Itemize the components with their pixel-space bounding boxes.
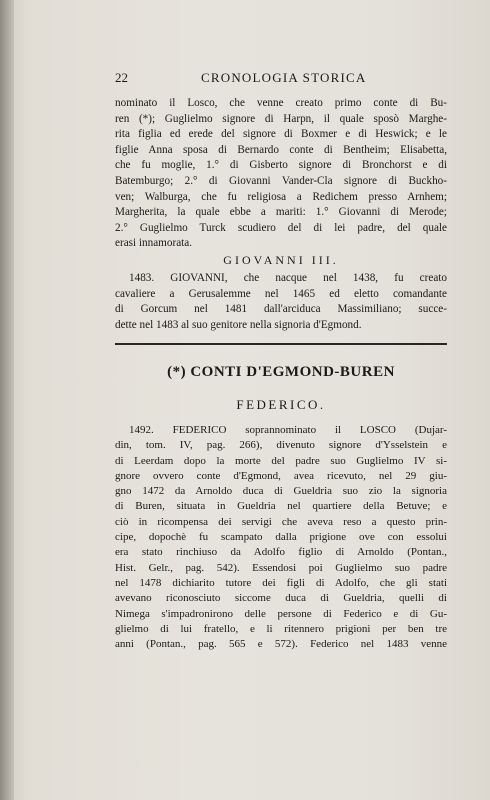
paragraph-family xyxy=(115,96,447,252)
text-line: rita figlia ed erede del signore di Boxmer e di Heswick; e le xyxy=(115,128,447,141)
text-line: erasi innamorata. xyxy=(115,237,193,250)
paragraph-federico xyxy=(115,423,447,652)
text-line: Batemburgo; 2.° di Giovanni Vander-Cla signore di Buckho- xyxy=(115,174,447,187)
text-line: Hist. Gelr., pag. 542). Essendosi poi Guglielmo suo padre xyxy=(115,561,447,574)
text-line: che fu moglie, 1.° di Gisberto signore di Bronchorst e di xyxy=(115,159,447,172)
text-line: 1492. FEDERICO soprannominato il LOSCO (Dujar- xyxy=(129,424,447,436)
page-number: 22 xyxy=(115,70,128,85)
footnote-divider xyxy=(115,343,447,345)
text-line: cipe, dopochè fu scampato dalla prigione ove con essolui xyxy=(115,531,447,544)
running-title: CRONOLOGIA STORICA xyxy=(201,70,367,85)
text-line: anni (Pontan., pag. 565 e 572). Federico nel 1483 venne xyxy=(115,638,447,651)
page-header xyxy=(115,70,447,86)
text-line: 1483. GIOVANNI, che nacque nel 1438, fu creato xyxy=(129,272,447,284)
text-line: din, tom. IV, pag. 266), divenuto signore d'Ysselstein e xyxy=(115,439,447,452)
text-line: ven; Walburga, che fu religiosa a Redichem presso Arnhem; xyxy=(115,190,447,203)
text-line: dette nel 1483 al suo genitore nella signoria d'Egmond. xyxy=(115,318,362,331)
paragraph-giovanni xyxy=(115,271,447,333)
chapter-subtitle: FEDERICO. xyxy=(236,397,326,412)
text-line: figlie Anna sposa di Bernardo conte di Bentheim; Elisabetta, xyxy=(115,143,447,156)
text-line: di Leerdam dopo la morte del padre suo Guglielmo IV si- xyxy=(115,454,447,467)
text-line: ren (*); Guglielmo signore di Harpn, il quale sposò Marghe- xyxy=(115,112,447,125)
text-line: nominato il Losco, che venne creato primo conte di Bu- xyxy=(115,97,447,109)
text-line: nel 1478 dichiarito tutore dei figli di Adolfo, che gli stati xyxy=(115,576,447,589)
text-line: Nimega s'impadronirono delle persone di Federico e di Gu- xyxy=(115,607,447,620)
text-line: di Gorcum nel 1481 dall'arciduca Massimiliano; succe- xyxy=(115,303,447,316)
text-line: era stato rinchiuso da Adolfo figlio di Arnoldo (Pontan., xyxy=(115,546,447,559)
text-line: Margherita, la quale ebbe a mariti: 1.° Giovanni di Merode; xyxy=(115,206,447,219)
section-heading-giovanni: GIOVANNI III. xyxy=(223,253,339,267)
text-line: avevano riconosciuto siccome duca di Gueldria, quelli di xyxy=(115,592,447,605)
text-line: cavaliere a Gerusalemme nel 1465 ed eletto comandante xyxy=(115,287,447,300)
text-line: ciò in ricompensa dei servigi che aveva reso a questo prin- xyxy=(115,515,447,528)
text-line: di Buren, situata in Gueldria nel quartiere della Betuve; e xyxy=(115,500,447,513)
text-line: 2.° Guglielmo Turck scudiero del di lei padre, del quale xyxy=(115,221,447,234)
chapter-title: (*) CONTI D'EGMOND-BUREN xyxy=(167,364,395,380)
text-line: glielmo di lui fratello, e li ritennero prigioni per ben tre xyxy=(115,622,447,635)
page-spine-shadow xyxy=(0,0,14,800)
text-line: gnore ovvero conte d'Egmond, avea ricevuto, nel 29 giu- xyxy=(115,469,447,482)
text-line: gno 1472 da Arnoldo duca di Gueldria suo zio la signoria xyxy=(115,485,447,498)
